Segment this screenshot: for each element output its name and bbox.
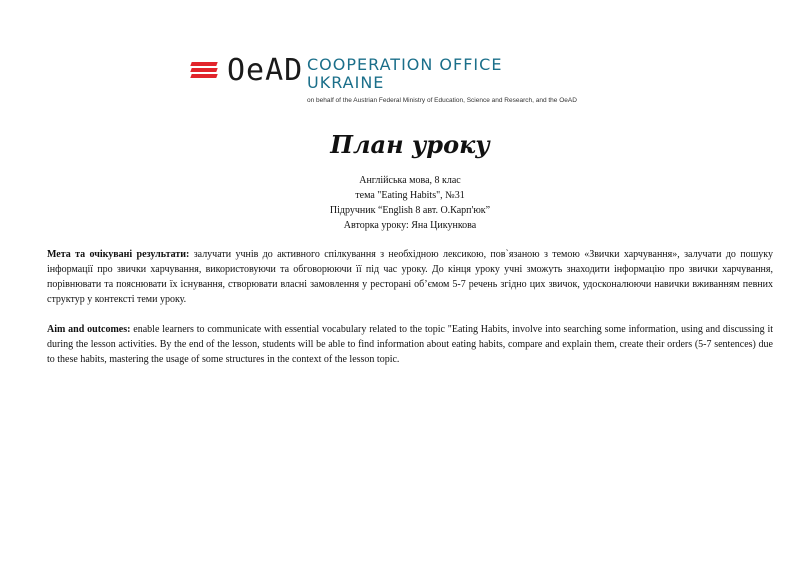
page-title: План уроку [330,130,490,159]
goals-en-label: Aim and outcomes: [47,324,131,335]
goals-ukrainian [47,247,773,307]
goals-english [47,322,773,367]
cooperation-office-label [307,56,502,92]
subject-line: Англійська мова, 8 клас [359,175,461,186]
goals-ua-text: залучати учнів до активного спілкування з необхідною лексикою, пов`язаною з темою «Звички харчування», залучати до пошуку інформації про звички харчування, використовуючи та обговорюючи її під час уроку. До кінця уроку учні зможуть знаходити інформацію про звички харчування, порівнювати та пояснювати їх існування, створювати власні замовлення у ресторані об’ємом 5-7 речень згідно цих звичок, удосконалюючи навички вживанням певних структур у контексті теми уроку. [47,249,774,305]
lesson-meta [0,173,800,233]
author-line: Авторка уроку: Яна Цикункова [343,220,477,231]
textbook-line: Підручник “English 8 авт. О.Карп'юк” [329,205,491,216]
office-line-1: COOPERATION OFFICE [307,55,503,74]
goals-en-text: enable learners to communicate with essential vocabulary related to the topic "Eating Habits, involve into searching some information, using and discussing it during the lesson activities. By the end of the lesson, students will be able to find information about eating habits, compare and explain them, create their orders (5-7 sentences) due to these habits, mastering the usage of some structures in the context of the lesson topic. [47,324,774,365]
goals-ua-label: Мета та очікувані результати: [47,249,190,260]
oead-logo [191,53,621,108]
topic-line: тема "Eating Habits", №31 [355,190,465,201]
austrian-flag-icon [191,62,217,78]
behalf-note: on behalf of the Austrian Federal Ministry of Education, Science and Research, and the OeAD [307,97,577,104]
oead-brand: OeAD [227,53,304,88]
office-line-2: UKRAINE [307,73,385,92]
